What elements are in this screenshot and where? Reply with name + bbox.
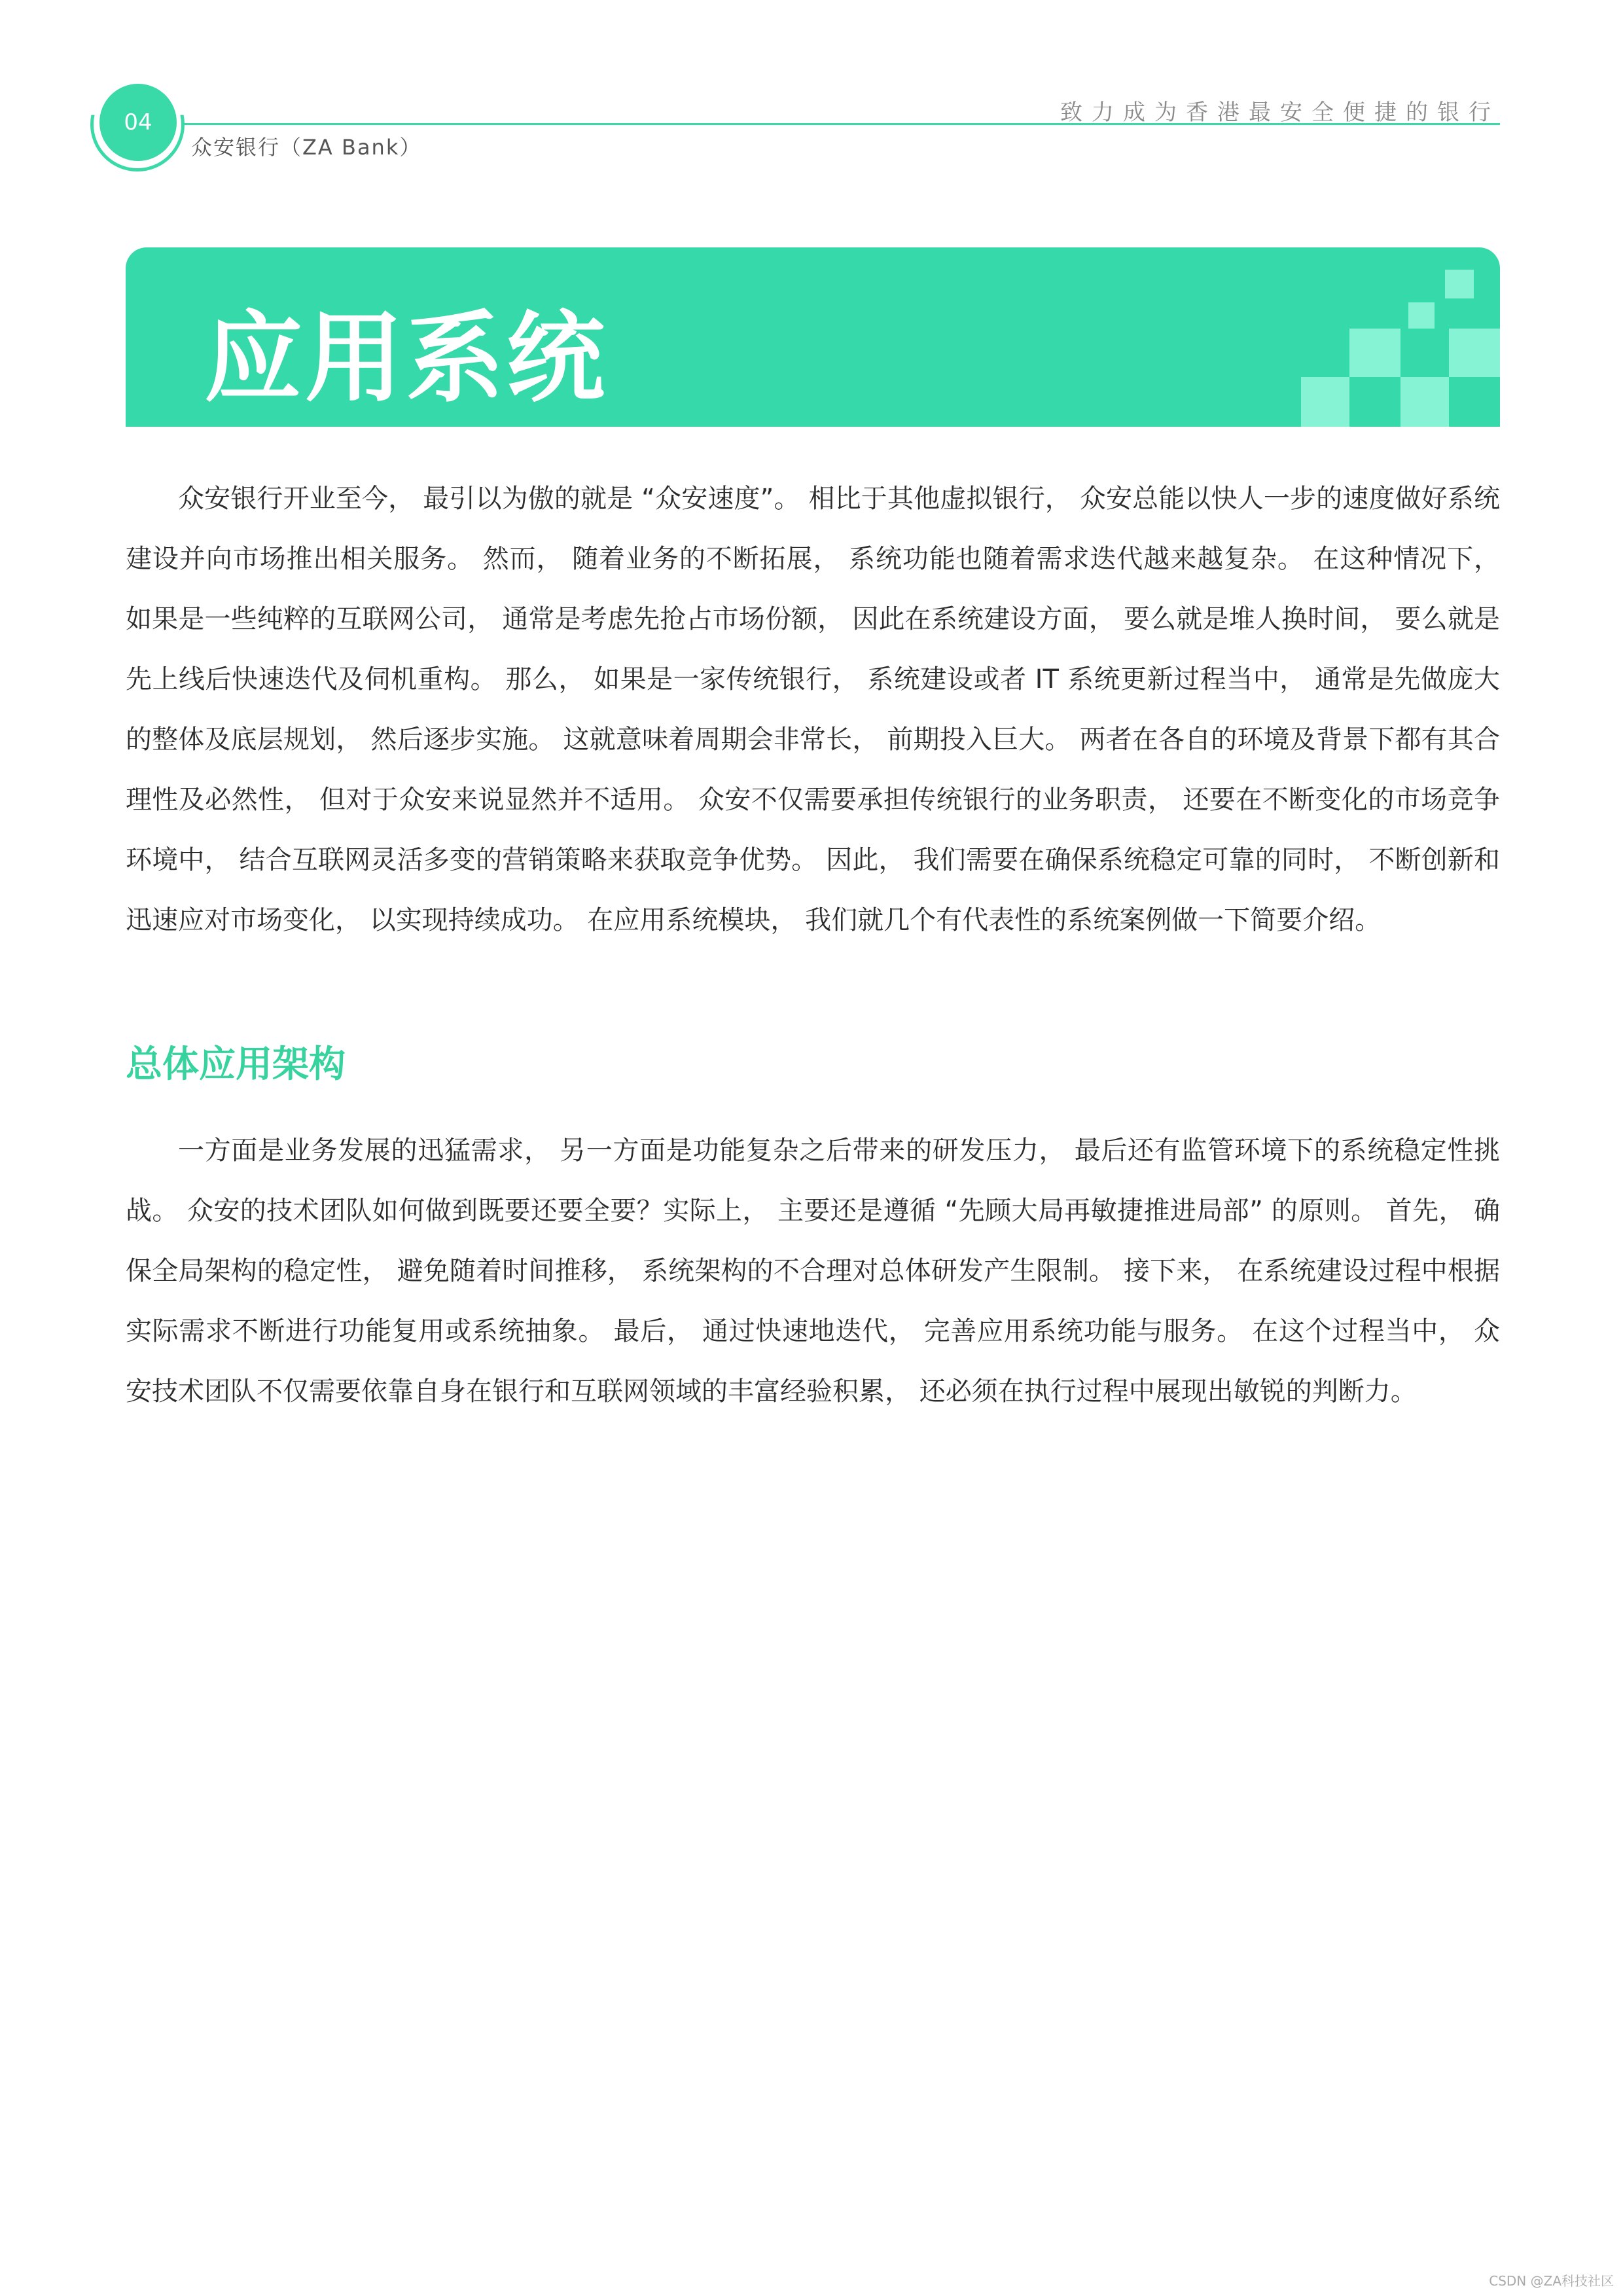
banner-title: 应用系统: [204, 302, 608, 416]
decor-square: [1449, 329, 1500, 377]
section-banner: [126, 247, 1500, 427]
decor-square: [1301, 377, 1349, 427]
page-number-badge: [99, 84, 177, 161]
header-slogan: 致力成为香港最安全便捷的银行: [1060, 99, 1500, 126]
watermark: CSDN @ZA科技社区: [1489, 2273, 1614, 2289]
intro-paragraph: 众安银行开业至今， 最引以为傲的就是 “众安速度”。 相比于其他虚拟银行， 众安总能以快人一步的速度做好系统建设并向市场推出相关服务。 然而， 随着业务的不断拓展， 系统功能也随着需求迭代越来越复杂。 在这种情况下， 如果是一些纯粹的互联网公司， 通常是考虑先抢占市场份额， 因此在系统建设方面， 要么就是堆人换时间， 要么就是先上线后快速迭代及伺机重构。 那么， 如果是一家传统银行， 系统建设或者 IT 系统更新过程当中， 通常是先做庞大的整体及底层规划， 然后逐步实施。 这就意味着周期会非常长， 前期投入巨大。 两者在各自的环境及背景下都有其合理性及必然性， 但对于众安来说显然并不适用。 众安不仅需要承担传统银行的业务职责， 还要在不断变化的市场竞争环境中， 结合互联网灵活多变的营销策略来获取竞争优势。 因此， 我们需要在确保系统稳定可靠的同时， 不断创新和迅速应对市场变化， 以实现持续成功。 在应用系统模块， 我们就几个有代表性的系统案例做一下简要介绍。: [126, 484, 1500, 935]
decor-square: [1349, 329, 1400, 377]
page-number: 04: [124, 109, 152, 135]
decor-square: [1408, 302, 1435, 329]
section-paragraph: 一方面是业务发展的迅猛需求， 另一方面是功能复杂之后带来的研发压力， 最后还有监管环境下的系统稳定性挑战。 众安的技术团队如何做到既要还要全要？实际上， 主要还是遵循 “先顾大局再敏捷推进局部” 的原则。 首先， 确保全局架构的稳定性， 避免随着时间推移， 系统架构的不合理对总体研发产生限制。 接下来， 在系统建设过程中根据实际需求不断进行功能复用或系统抽象。 最后， 通过快速地迭代， 完善应用系统功能与服务。 在这个过程当中， 众安技术团队不仅需要依靠自身在银行和互联网领域的丰富经验积累， 还必须在执行过程中展现出敏锐的判断力。: [126, 1136, 1500, 1407]
header-brand: 众安银行（ZA Bank）: [191, 135, 422, 160]
decor-square: [1445, 270, 1474, 298]
decor-square: [1400, 377, 1449, 427]
section-heading: 总体应用架构: [126, 1043, 346, 1086]
